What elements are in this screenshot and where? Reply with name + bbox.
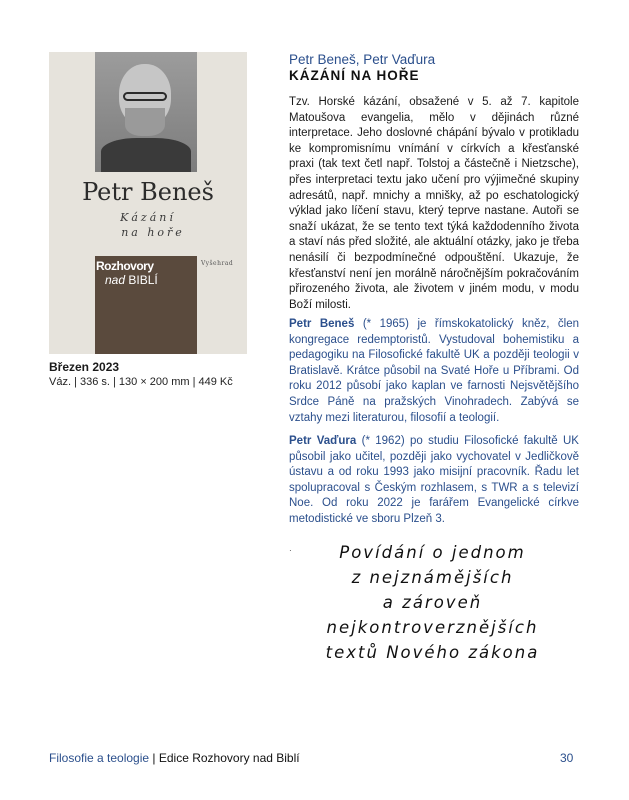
author-bio-vadura bbox=[289, 434, 579, 528]
bio-name: Petr Beneš bbox=[289, 318, 355, 330]
publication-details: Váz. | 336 s. | 130 × 200 mm | 449 Kč bbox=[49, 376, 233, 388]
book-title: KÁZÁNÍ NA HOŘE bbox=[289, 68, 420, 83]
page-number: 30 bbox=[560, 751, 574, 765]
bio-name: Petr Vaďura bbox=[289, 435, 357, 447]
cover-series-line1: Rozhovory bbox=[96, 259, 154, 273]
book-cover bbox=[49, 52, 247, 354]
author-bio-benes bbox=[289, 317, 579, 426]
footer-category: Filosofie a teologie bbox=[49, 751, 150, 765]
bio-text: (* 1965) je římskokatolický kněz, člen kongregace redemptoristů. Vystudoval bohemistiku a pedagogiku na Filosofické fakultě UK a později teologii v Bratislavě. Krátce působil na Svaté Hoře u Příbrami. Od roku 2012 působí jako kaplan ve farnosti Nejsvětějšího Srdce Páně na pražských Vinohradech. Zabývá se vztahy mezi literaturou, filosofií a teologií. bbox=[289, 318, 579, 424]
author-photo bbox=[95, 52, 197, 172]
cover-series-line2: nad BIBLÍ bbox=[105, 273, 158, 287]
book-authors: Petr Beneš, Petr Vaďura bbox=[289, 52, 436, 67]
book-description: Tzv. Horské kázání, obsažené v 5. až 7. kapitole Matoušova evangelia, mělo v dějinách různé interpretace. Jeho doslovné chápání bývalo v protikladu ke kompromisnímu vnímání v církvích a křesťanské praxi (tak text četl např. Tolstoj a částečně i Nietzsche), přes interpretaci textu jako učení pro výjimečné skupiny adresátů, např. mnichy a mnišky, až po eschatologický výklad jako líčení stavu, který teprve nastane. Autoři se snaží ukázat, že se tento text týká každodenního života a staví nás před složité, ale aktuální otázky, jako je třeba nenásilí či bezpodmínečné odpouštění. Ukazuje, že křesťanství není jen morálně náročnějším pokračováním přirozeného života, ale životem v jiném modu, v modu Boží milosti. bbox=[289, 96, 579, 311]
cover-subtitle: Kázání na hoře bbox=[120, 211, 185, 239]
cover-author: Petr Beneš bbox=[82, 178, 214, 206]
bio-text: (* 1962) po studiu Filosofické fakultě UK působil jako učitel, později jako vychovatel v Jedličkově ústavu a od roku 1993 jako misijní pracovník. Řadu let spolupracoval s Českým rozhlasem, s TWR a s televizí Noe. Od roku 2022 je farářem Evangelické církve metodistické ve sboru Plzeň 3. bbox=[289, 435, 579, 525]
footer-section: Filosofie a teologie | Edice Rozhovory nad Biblí bbox=[49, 751, 300, 765]
bullet-dot: · bbox=[289, 546, 292, 555]
publication-date: Březen 2023 bbox=[49, 360, 120, 374]
footer-edition: Edice Rozhovory nad Biblí bbox=[158, 751, 300, 765]
cover-publisher: Vyšehrad bbox=[201, 260, 234, 267]
tagline: Povídání o jednom z nejznámějších a zároveň nejkontroverznějších textů Nového zákona bbox=[325, 543, 540, 662]
